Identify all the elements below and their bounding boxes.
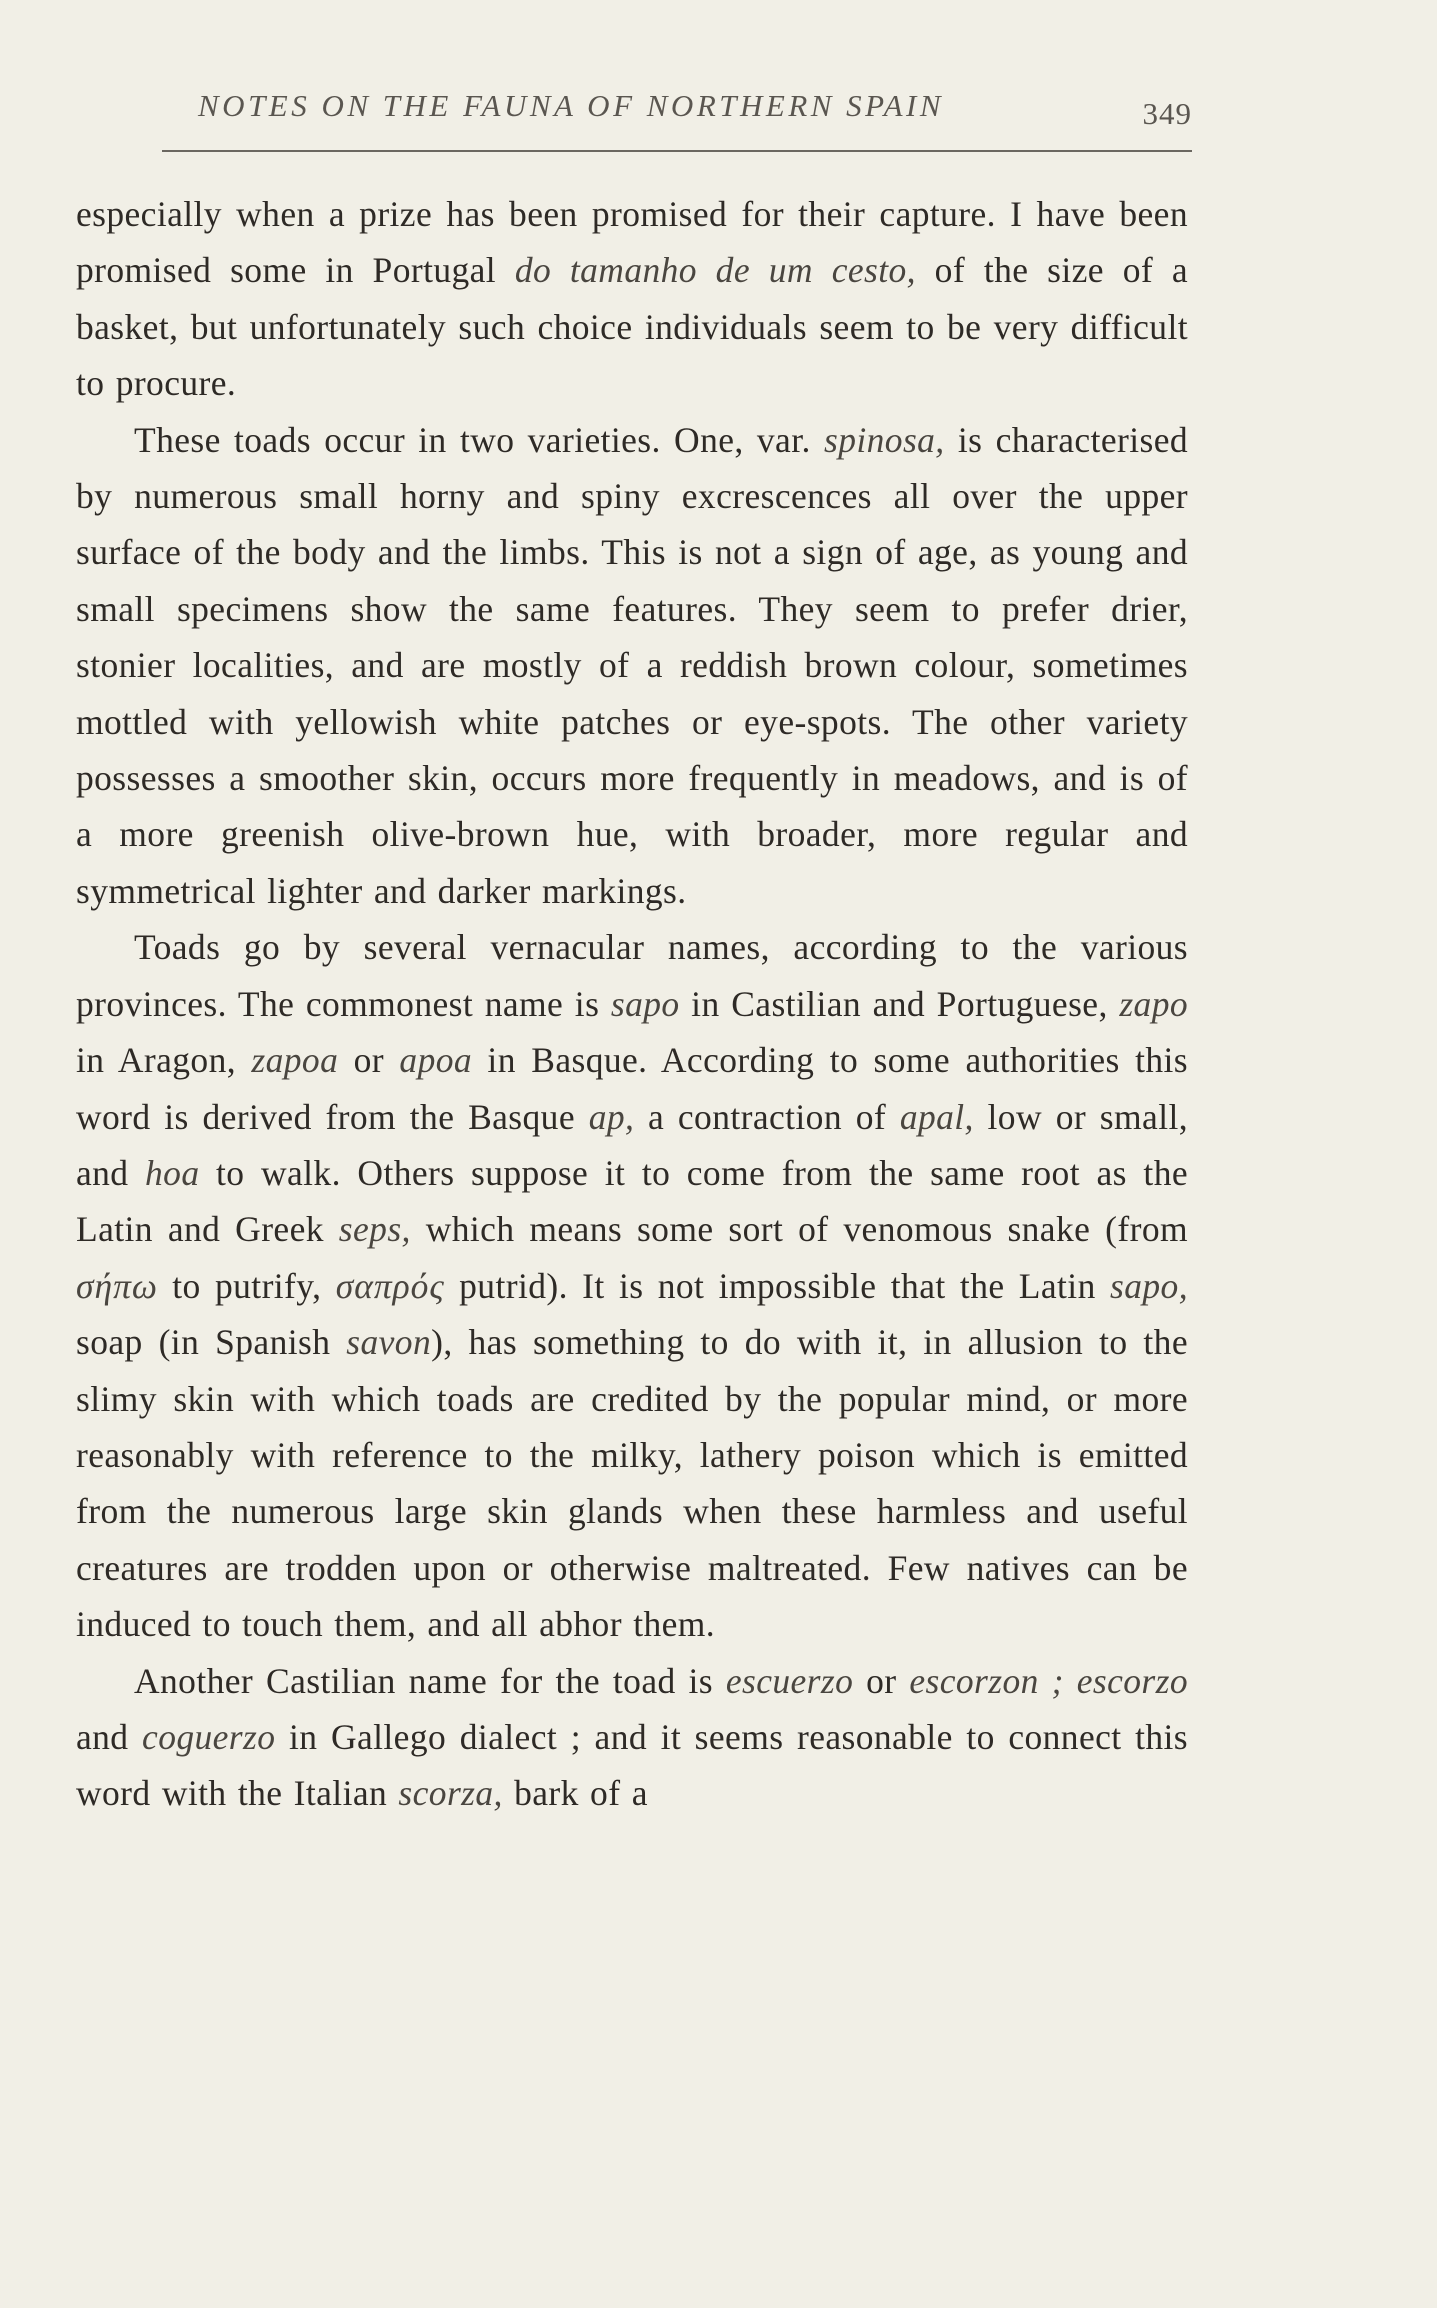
greek-term: σήπω bbox=[76, 1265, 158, 1306]
text-run: or bbox=[853, 1660, 910, 1701]
italic-term: savon bbox=[346, 1322, 432, 1363]
text-run: or bbox=[338, 1040, 400, 1081]
text-run: in Castilian and Portuguese, bbox=[679, 983, 1120, 1024]
italic-term: zapo bbox=[1119, 983, 1188, 1024]
italic-term: spinosa, bbox=[824, 419, 945, 460]
header-rule bbox=[162, 150, 1192, 152]
running-title: NOTES ON THE FAUNA OF NORTHERN SPAIN bbox=[198, 88, 945, 123]
text-run: is characterised by numerous small horny and spiny excrescences all over the upper surface of the body and the limbs. This is not a sign of age, as young and small specimens show the same features. They seem to prefer drier, stonier localities, and are mostly of a reddish brown colour, sometimes mottled with yellowish white patches or eye-spots. The other variety possesses a smoother skin, occurs more frequently in meadows, and is of a more greenish olive-brown hue, with broader, more regular and symmetrical lighter and darker markings. bbox=[76, 419, 1189, 911]
text-run: putrid). It is not impossible that the Latin bbox=[444, 1265, 1111, 1306]
text-run: ), has something to do with it, in allusion to the slimy skin with which toads are credited by the popular mind, or more reasonably with reference to the milky, lathery poison which is emitted from the numerous large skin glands when these harmless and useful creatures are trodden upon or otherwise maltreated. Few natives can be induced to touch them, and all abhor them. bbox=[76, 1322, 1188, 1645]
text-run: Another Castilian name for the toad is bbox=[134, 1660, 726, 1701]
text-run: of the size of a basket, but unfortunately such choice individuals seem to be very difficult to procure. bbox=[76, 250, 1188, 404]
greek-term: σαπρός bbox=[335, 1265, 445, 1306]
text-run: especially when a prize has been promised for their capture. I have been promised some in Portugal bbox=[76, 194, 1188, 291]
text-run: in Gallego dialect ; and it seems reasonable to connect this word with the Italian bbox=[76, 1716, 1189, 1814]
italic-term: seps, bbox=[338, 1209, 411, 1250]
paragraph bbox=[76, 1653, 1188, 1822]
text-run: which means some sort of venomous snake (from bbox=[410, 1209, 1188, 1250]
italic-term: escuerzo bbox=[725, 1660, 854, 1701]
text-run: in Aragon, bbox=[76, 1040, 252, 1081]
italic-term: apoa bbox=[399, 1040, 473, 1081]
text-run: to walk. Others suppose it to come from the same root as the Latin and Greek bbox=[76, 1152, 1188, 1250]
text-run: Toads go by several vernacular names, according to the various provinces. The commonest name is bbox=[76, 927, 1188, 1024]
paragraph bbox=[76, 186, 1188, 412]
italic-term: escorzon ; bbox=[909, 1660, 1064, 1701]
italic-term: escorzo bbox=[1076, 1660, 1189, 1701]
italic-term: ap, bbox=[588, 1096, 635, 1137]
text-run: bark of a bbox=[502, 1773, 648, 1814]
text-run: in Basque. According to some authorities this word is derived from the Basque bbox=[76, 1040, 1189, 1137]
running-head bbox=[162, 88, 1192, 132]
italic-term: sapo, bbox=[1110, 1265, 1188, 1306]
italic-term: hoa bbox=[145, 1152, 200, 1193]
italic-term: scorza, bbox=[398, 1773, 503, 1814]
italic-term: zapoa bbox=[251, 1040, 339, 1081]
italic-term: coguerzo bbox=[142, 1716, 276, 1757]
text-run: These toads occur in two varieties. One, var. bbox=[134, 419, 825, 460]
text-run: a contraction of bbox=[634, 1096, 900, 1137]
page-number: 349 bbox=[1142, 96, 1192, 131]
text-run bbox=[1064, 1661, 1077, 1701]
italic-term: do tamanho de um cesto, bbox=[514, 250, 916, 291]
text-run: to putrify, bbox=[157, 1265, 336, 1306]
italic-term: apal, bbox=[899, 1096, 974, 1137]
body-text bbox=[76, 186, 1188, 1822]
text-run: low or small, and bbox=[76, 1096, 1188, 1193]
text-run: and bbox=[76, 1716, 143, 1757]
text-run: soap (in Spanish bbox=[76, 1322, 347, 1363]
italic-term: sapo bbox=[610, 983, 680, 1024]
paragraph bbox=[76, 919, 1188, 1652]
paragraph bbox=[76, 412, 1188, 920]
